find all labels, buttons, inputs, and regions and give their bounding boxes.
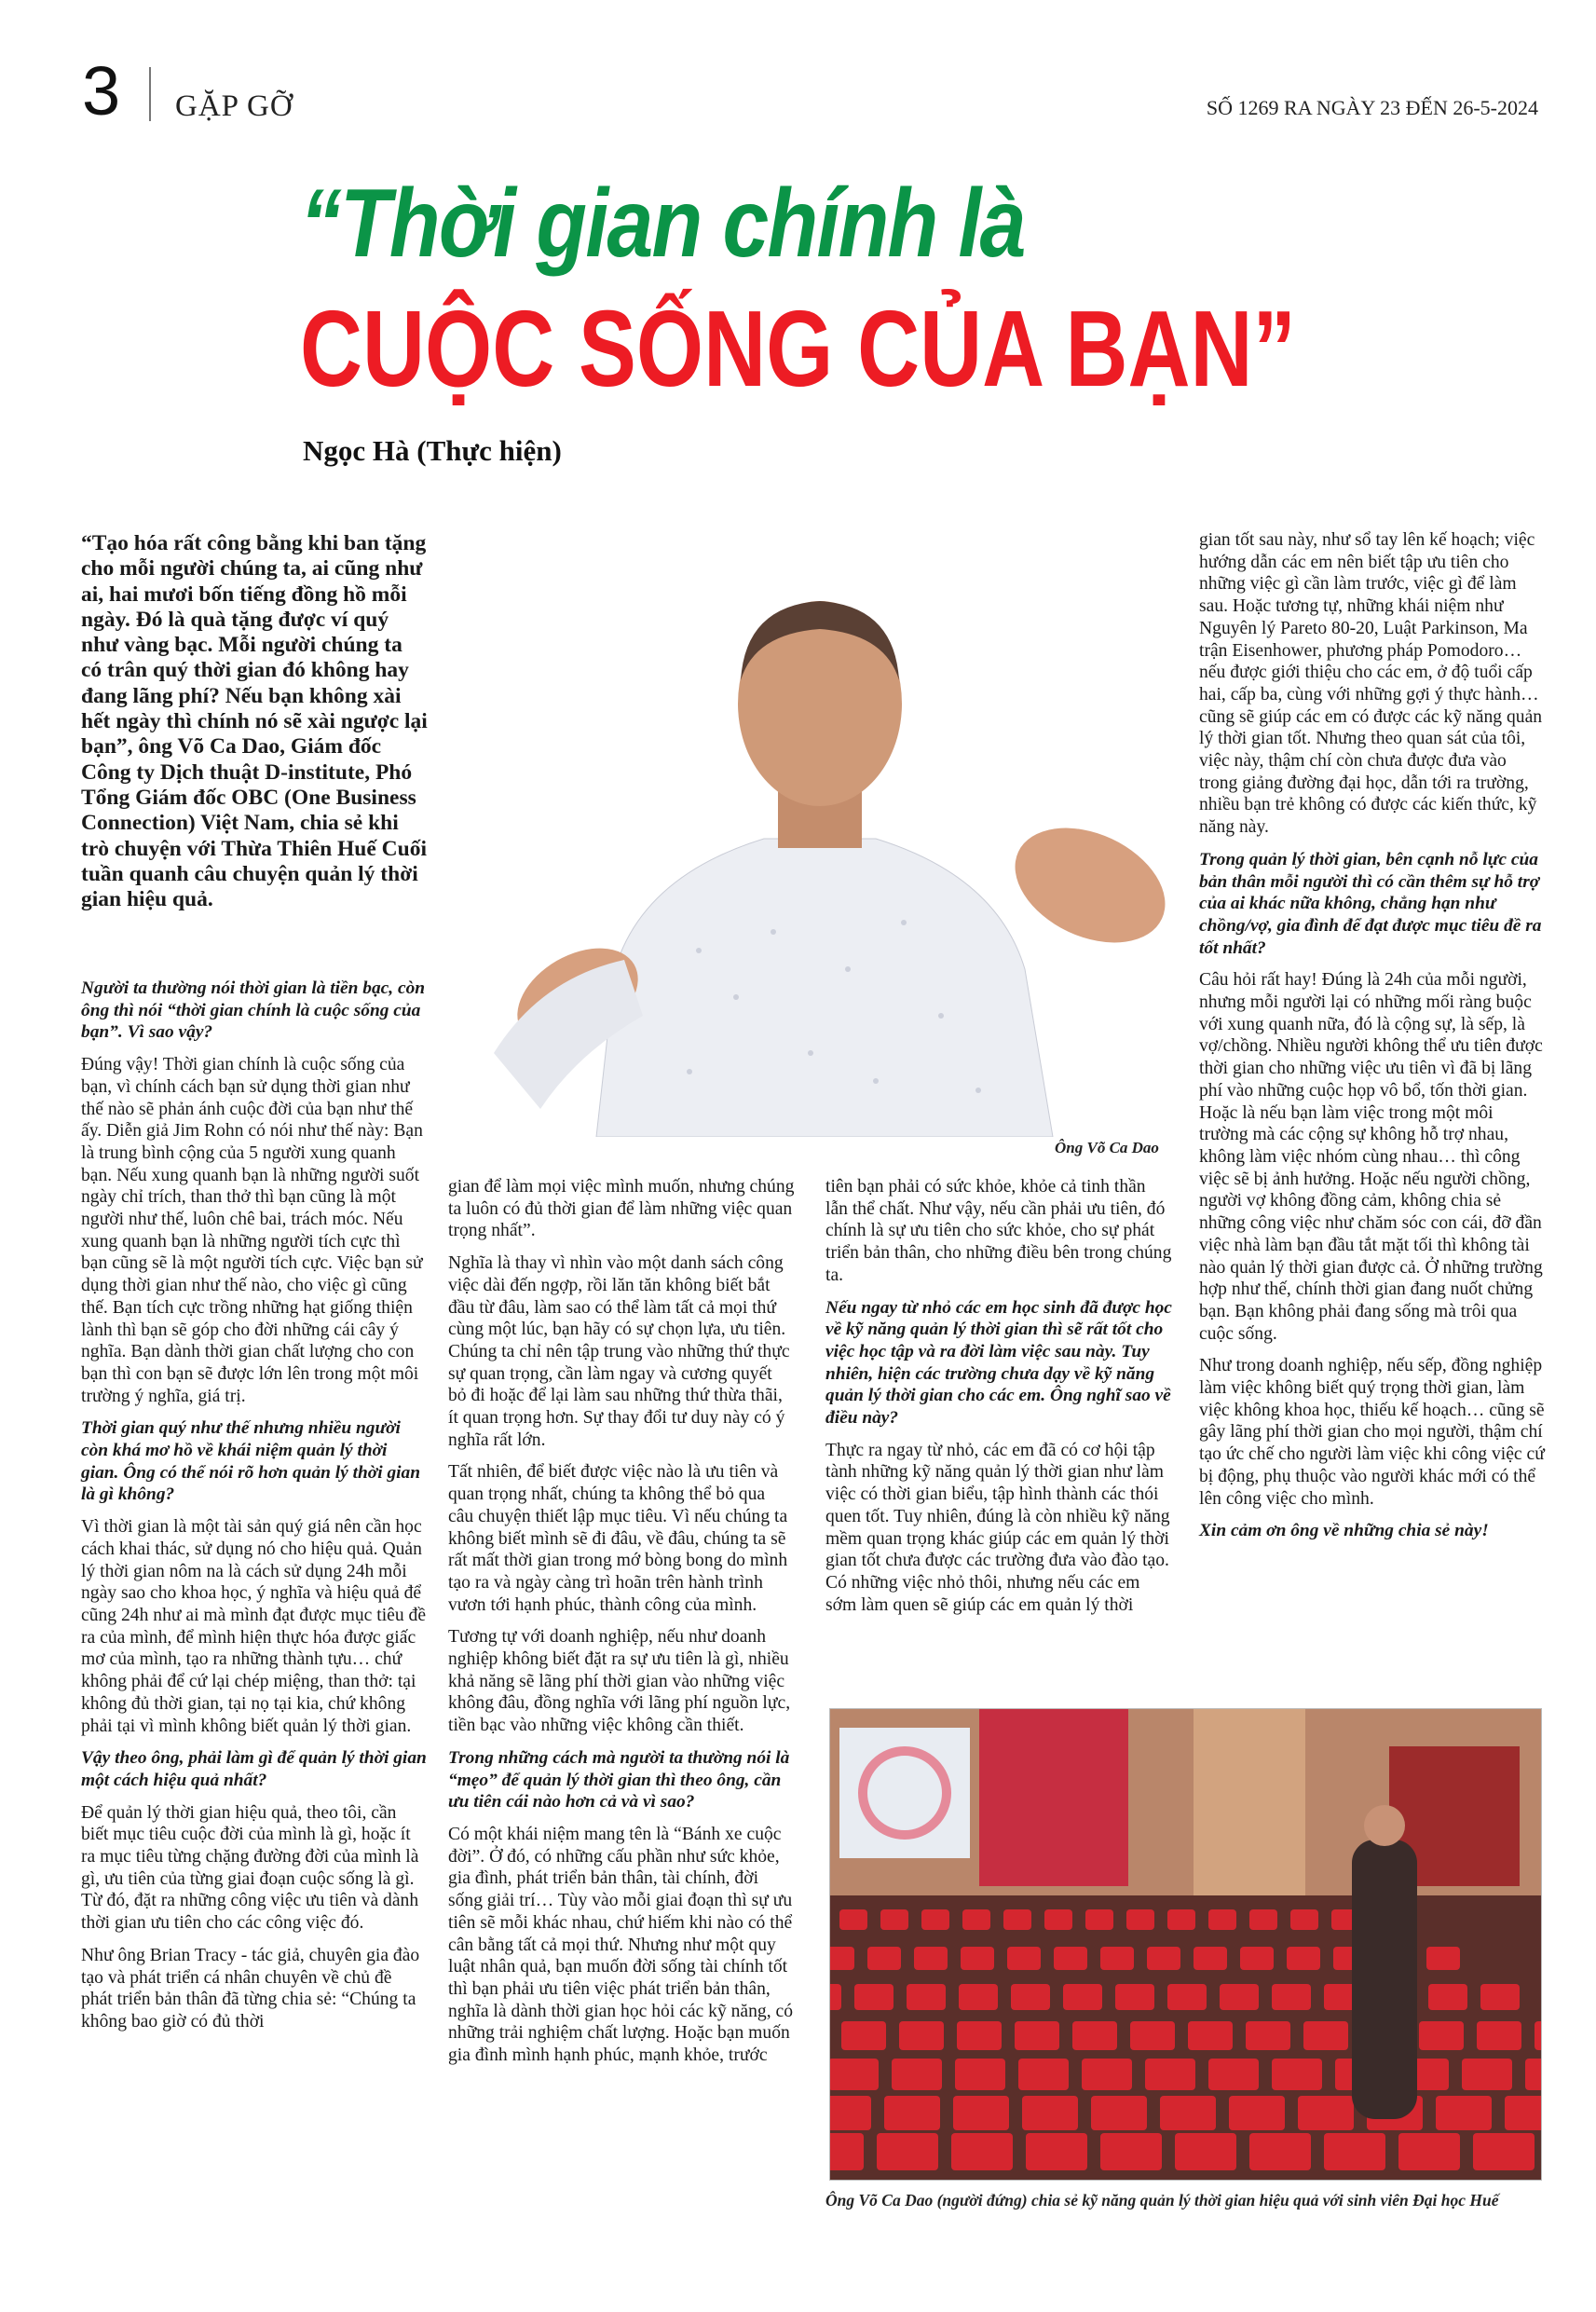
interview-answer: Như ông Brian Tracy - tác giả, chuyên gia đào tạo và phát triển cá nhân chuyên về chủ đề phát triển bản thân đã từng chia sẻ: “Chúng ta không bao giờ có đủ thời bbox=[81, 1945, 420, 2032]
seat bbox=[1145, 2059, 1195, 2090]
article-column-4 bbox=[1199, 529, 1546, 1553]
seat bbox=[1167, 1984, 1207, 2010]
interview-answer: Có một khái niệm mang tên là “Bánh xe cuộc đời”. Ở đó, có những cấu phần như sức khỏe, gia đình, phát triển bản thân, tài chính, đời sống giải trí… Tùy vào mỗi giai đoạn thì sự ưu tiên sẽ mỗi khác nhau, chứ hiếm khi nào có thể cân bằng tất cả mọi thứ. Nhưng như một quy luật nhân quả, bạn muốn đời sống tài chính tốt thì bạn phải ưu tiên việc phát triển bản thân, nghĩa là dành thời gian học hỏi các kỹ năng, có những trải nghiệm chất lượng. Hoặc bạn muốn gia đình mình hạnh phúc, mạnh khỏe, trước bbox=[448, 1824, 794, 2066]
seat bbox=[1426, 1947, 1460, 1970]
seat bbox=[877, 2133, 938, 2170]
seat bbox=[1298, 2096, 1354, 2130]
seat bbox=[1026, 2133, 1087, 2170]
seat bbox=[959, 1984, 998, 2010]
seat bbox=[1324, 2133, 1385, 2170]
header-divider bbox=[149, 67, 151, 121]
seat bbox=[892, 2059, 942, 2090]
page-number: 3 bbox=[82, 52, 121, 130]
seat bbox=[1147, 1947, 1180, 1970]
issue-date: SỐ 1269 RA NGÀY 23 ĐẾN 26-5-2024 bbox=[1206, 96, 1538, 119]
seat bbox=[839, 1909, 867, 1930]
portrait-photo bbox=[457, 531, 1179, 1137]
seat bbox=[830, 1984, 841, 2010]
seat bbox=[1246, 2021, 1290, 2050]
interview-answer: Câu hỏi rất hay! Đúng là 24h của mỗi người, nhưng mỗi người lại có những mối ràng buộc với xung quanh nữa, đó là cộng sự, là sếp, là vợ/chồng. Nhiều người không thể ưu tiên được thời gian cho những việc ưu tiên vì đã bị lãng phí vào những cuộc họp vô bổ, tốn thời gian. Hoặc là nếu bạn làm việc trong một môi trường mà các cộng sự không hỗ trợ nhau, không làm việc nhóm cùng nhau… thì công việc sẽ bị ảnh hưởng. Hoặc nếu người chồng, người vợ không đồng cảm, không chia sẻ những công việc như chăm sóc con cái, đỡ đần việc nhà làm bạn đầu tắt mặt tối thì không tài nào quản lý thời gian được cả. Ở những trường hợp như thế, chính thời gian đang nuốt chửng bạn. Bạn không phải đang sống mà trôi qua cuộc sống. bbox=[1199, 970, 1543, 1344]
seat bbox=[1160, 2096, 1216, 2130]
interview-answer: Tất nhiên, để biết được việc nào là ưu tiên và quan trọng nhất, chúng ta không thể bỏ qua câu chuyện thiết lập mục tiêu. Vì nếu chúng ta không biết mình sẽ đi đâu, về đâu, chúng ta sẽ rất mất thời gian trong mớ bòng bong do mình tạo ra và ngày càng trì hoãn trên hành trình vươn tới hạnh phúc, thành công của mình. bbox=[448, 1462, 788, 1615]
interview-answer: Tương tự với doanh nghiệp, nếu như doanh nghiệp không biết đặt ra sự ưu tiên là gì, nhiều khả năng sẽ lãng phí thời gian vào những việc không đâu, đồng nghĩa với lãng phí nguồn lực, tiền bạc vào những việc không cần thiết. bbox=[448, 1627, 791, 1736]
interview-question: Thời gian quý như thế nhưng nhiều người còn khá mơ hồ về khái niệm quản lý thời gian. Ông có thể nói rõ hơn quản lý thời gian là gì không? bbox=[81, 1418, 421, 1505]
seat bbox=[1054, 1947, 1087, 1970]
seat bbox=[1167, 1909, 1195, 1930]
seat bbox=[1272, 2059, 1322, 2090]
seat bbox=[1287, 1947, 1320, 1970]
seat bbox=[1175, 2133, 1236, 2170]
section-name: GẶP GỠ bbox=[175, 89, 293, 123]
seat bbox=[884, 2096, 940, 2130]
interview-answer: Nghĩa là thay vì nhìn vào một danh sách công việc dài đến ngợp, rồi lăn tăn không biết bắt đầu từ đâu, làm sao có thể làm tất cả mọi thứ cùng một lúc, bạn hãy có sự chọn lựa, ưu tiên. Chúng ta chỉ nên tập trung vào những thứ thực sự quan trọng, cần làm ngay và cương quyết bỏ đi hoặc để lại làm sau những thứ thừa thãi, ít quan trọng hơn. Sự thay đổi tư duy này có ý nghĩa rất lớn. bbox=[448, 1253, 790, 1450]
lead-paragraph: “Tạo hóa rất công bằng khi ban tặng cho mỗi người chúng ta, ai cũng như ai, hai mươi bốn tiếng đồng hồ mỗi ngày. Đó là quà tặng được ví quý như vàng bạc. Mỗi người chúng ta có trân quý thời gian đó không hay đang lãng phí? Nếu bạn không xài hết ngày thì chính nó sẽ xài ngược lại bạn”, ông Võ Ca Dao, Giám đốc Công ty Dịch thuật D-institute, Phó Tổng Giám đốc OBC (One Business Connection) Việt Nam, chia sẻ khi trò chuyện với Thừa Thiên Huế Cuối tuần quanh câu chuyện quản lý thời gian hiệu quả. bbox=[81, 531, 428, 912]
seat bbox=[907, 1984, 946, 2010]
seat bbox=[1072, 2021, 1117, 2050]
seat bbox=[1115, 1984, 1154, 2010]
seat bbox=[1003, 1909, 1031, 1930]
seat bbox=[1477, 2021, 1521, 2050]
seat bbox=[1249, 2133, 1311, 2170]
interview-answer: Để quản lý thời gian hiệu quả, theo tôi, cần biết mục tiêu cuộc đời của mình là gì, hoặc ít ra mục tiêu từng chặng đường đời của mình là gì, ưu tiên của từng giai đoạn cuộc sống là gì. Từ đó, đặt ra những công việc ưu tiên và dành thời gian ưu tiên cho các công việc đó. bbox=[81, 1802, 419, 1934]
seat bbox=[830, 1947, 854, 1970]
seat bbox=[830, 2133, 864, 2170]
headline-line-1: “Thời gian chính là bbox=[300, 170, 1025, 278]
seat bbox=[1240, 1947, 1274, 1970]
seat bbox=[1419, 2021, 1464, 2050]
seat bbox=[867, 1947, 901, 1970]
interview-answer: tiên bạn phải có sức khỏe, khỏe cả tinh thần lẫn thể chất. Như vậy, nếu cần phải ưu tiên, đó chính là sự ưu tiên cho sức khỏe, cho sự phát triển bản thân, cho những điều bên trong chúng ta. bbox=[825, 1177, 1172, 1285]
seat bbox=[1473, 2133, 1535, 2170]
article-column-2 bbox=[448, 1176, 795, 2077]
seat bbox=[1398, 2133, 1460, 2170]
interview-answer: Như trong doanh nghiệp, nếu sếp, đồng nghiệp làm việc không biết quý trọng thời gian, làm việc không khoa học, thiếu kế hoạch… cũng sẽ gây lãng phí thời gian cho mọi người, thậm chí tạo ức chế cho người làm việc khi công việc cứ bị động, phụ thuộc vào người khác mới có thể lên công việc cho mình. bbox=[1199, 1356, 1545, 1509]
seat bbox=[914, 1947, 948, 1970]
seat bbox=[880, 1909, 908, 1930]
seat bbox=[1082, 2059, 1132, 2090]
interview-answer: gian để làm mọi việc mình muốn, nhưng chúng ta luôn có đủ thời gian để làm những việc quan trọng nhất”. bbox=[448, 1177, 795, 1241]
seat bbox=[921, 1909, 949, 1930]
interview-question: Người ta thường nói thời gian là tiền bạc, còn ông thì nói “thời gian chính là cuộc sống của bạn”. Vì sao vậy? bbox=[81, 978, 426, 1043]
seat bbox=[841, 2021, 886, 2050]
interview-answer: Đúng vậy! Thời gian chính là cuộc sống của bạn, vì chính cách bạn sử dụng thời gian như thế nào sẽ phản ánh cuộc đời của bạn như thế ấy. Diễn giả Jim Rohn có nói như thế này: Bạn là trung bình cộng của 5 người xung quanh bạn. Nếu xung quanh bạn là những người suốt ngày chỉ trích, than thở thì bạn cũng là một người như thế, luôn chê bai, trách móc. Nếu xung quanh bạn là những người tích cực thì bạn cũng sẽ là một người tích cực. Việc bạn sử dụng thời gian như thế nào, cho việc gì cũng thế. Bạn tích cực trồng những hạt giống thiện lành thì bạn sẽ góp cho đời những cái cây ý nghĩa. Bạn dành thời gian chất lượng cho con bạn thì con bạn sẽ được lớn lên trong một môi trường ý nghĩa, giá trị. bbox=[81, 1055, 423, 1406]
lecture-hall-caption: Ông Võ Ca Dao (người đứng) chia sẻ kỹ năng quản lý thời gian hiệu quả với sinh viên Đại học Huế bbox=[825, 2191, 1499, 2209]
seat bbox=[961, 1947, 994, 1970]
seat bbox=[951, 2133, 1013, 2170]
seat bbox=[1015, 2021, 1059, 2050]
seat bbox=[1188, 2021, 1233, 2050]
seat bbox=[1428, 1984, 1467, 2010]
seat bbox=[899, 2021, 944, 2050]
interview-answer: Vì thời gian là một tài sản quý giá nên cần học cách khai thác, sử dụng nó cho hiệu quả. Quản lý thời gian nôm na là cách sử dụng 24h mỗi ngày sao cho khoa học, ý nghĩa và hiệu quả để cũng 24h như ai mà mình đạt được mục tiêu đề ra của mình, để mình hiện thực hóa được giấc mơ của mình, tạo ra những thành tựu… chứ không phải để cứ lại chép miệng, than thở: tại không đủ thời gian, tại nọ tại kia, chứ không phải tại vì mình không biết quản lý thời gian. bbox=[81, 1517, 427, 1736]
portrait-caption: Ông Võ Ca Dao bbox=[1055, 1139, 1159, 1156]
interview-question: Trong quản lý thời gian, bên cạnh nỗ lực của bản thân mỗi người thì có cần thêm sự hỗ trợ của ai khác nữa không, chẳng hạn như chồng/vợ, gia đình để đạt được mục tiêu đề ra tốt nhất? bbox=[1199, 849, 1542, 958]
headline-line-2: CUỘC SỐNG CỦA BẠN” bbox=[300, 288, 1296, 409]
seat bbox=[1462, 2059, 1512, 2090]
seat bbox=[1249, 1909, 1277, 1930]
interview-question: Nếu ngay từ nhỏ các em học sinh đã được học về kỹ năng quản lý thời gian thì sẽ rất tốt cho việc học tập và ra đời làm việc sau này. Tuy nhiên, hiện các trường chưa dạy về kỹ năng quản lý thời gian cho các em. Ông nghĩ sao về điều này? bbox=[825, 1297, 1172, 1429]
seat bbox=[1100, 1947, 1134, 1970]
seat bbox=[955, 2059, 1005, 2090]
seat bbox=[830, 2096, 871, 2130]
seat bbox=[1063, 1984, 1102, 2010]
interview-question: Trong những cách mà người ta thường nói là “mẹo” để quản lý thời gian thì theo ông, cần ưu tiên cái nào hơn cả và vì sao? bbox=[448, 1747, 790, 1813]
seat bbox=[1194, 1947, 1227, 1970]
seat bbox=[1208, 2059, 1259, 2090]
seat bbox=[962, 1909, 990, 1930]
seat bbox=[1100, 2133, 1162, 2170]
seat bbox=[1091, 2096, 1147, 2130]
seat bbox=[1011, 1984, 1050, 2010]
seat bbox=[1535, 2021, 1541, 2050]
seat bbox=[1130, 2021, 1175, 2050]
seat bbox=[1085, 1909, 1113, 1930]
interview-answer: Thực ra ngay từ nhỏ, các em đã có cơ hội tập tành những kỹ năng quản lý thời gian như làm việc có thời gian biểu, tập hình thành các thói quen tốt. Tuy nhiên, đúng là còn nhiều kỹ năng mềm quan trọng khác giúp các em quản lý thời gian tốt chưa được các trường đưa vào đào tạo. Có những việc nhỏ thôi, nhưng nếu các em sớm làm quen sẽ giúp các em quản lý thời bbox=[825, 1440, 1170, 1615]
seat bbox=[1126, 1909, 1154, 1930]
seat bbox=[830, 2059, 879, 2090]
interview-question: Xin cảm ơn ông về những chia sẻ này! bbox=[1199, 1521, 1489, 1541]
seat bbox=[1525, 2059, 1541, 2090]
seat bbox=[1208, 1909, 1236, 1930]
seat bbox=[1007, 1947, 1041, 1970]
portrait-image bbox=[457, 531, 1179, 1137]
seat bbox=[1018, 2059, 1069, 2090]
seat bbox=[1272, 1984, 1311, 2010]
byline: Ngọc Hà (Thực hiện) bbox=[303, 434, 562, 467]
seat bbox=[957, 2021, 1002, 2050]
lecture-hall-image bbox=[830, 1709, 1541, 2180]
seat bbox=[854, 1984, 893, 2010]
seat bbox=[1022, 2096, 1078, 2130]
seat bbox=[953, 2096, 1009, 2130]
interview-question: Vậy theo ông, phải làm gì để quản lý thời gian một cách hiệu quả nhất? bbox=[81, 1748, 427, 1790]
article-column-3 bbox=[825, 1176, 1172, 1626]
seat bbox=[1229, 2096, 1285, 2130]
seat bbox=[1505, 2096, 1541, 2130]
seat bbox=[1290, 1909, 1318, 1930]
seat bbox=[1220, 1984, 1259, 2010]
seat bbox=[1044, 1909, 1072, 1930]
article-column-1 bbox=[81, 978, 428, 2044]
interview-answer: gian tốt sau này, như sổ tay lên kế hoạch; việc hướng dẫn các em nên biết tập ưu tiên cho những việc gì cần làm trước, việc gì để làm sau. Hoặc tương tự, những khái niệm như Nguyên lý Pareto 80-20, Luật Parkinson, Ma trận Eisenhower, phương pháp Pomodoro… nếu được giới thiệu cho các em, ở độ tuổi cấp hai, cấp ba, cùng với những gợi ý thực hành… cũng sẽ giúp các em có được các kỹ năng quản lý thời gian tốt. Nhưng theo quan sát của tôi, việc này, thậm chí còn chưa được đưa vào trong giảng đường đại học, dẫn tới ra trường, nhiều bạn trẻ không có được các kiến thức, kỹ năng này. bbox=[1199, 530, 1543, 838]
seat bbox=[1303, 2021, 1348, 2050]
seat bbox=[1480, 1984, 1520, 2010]
seat bbox=[1436, 2096, 1492, 2130]
lecture-hall-photo bbox=[829, 1708, 1542, 2181]
